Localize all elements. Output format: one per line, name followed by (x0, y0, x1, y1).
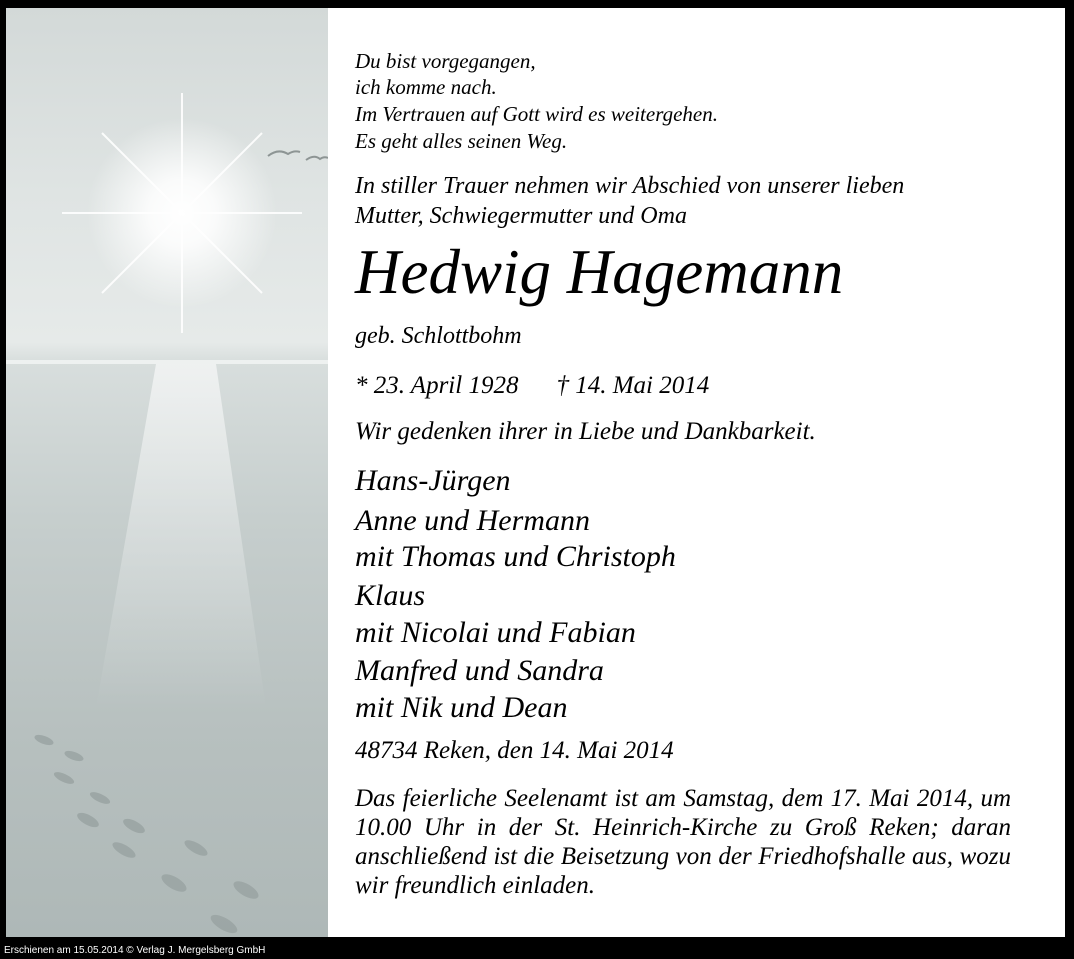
family-line-6: Manfred und Sandra (355, 654, 604, 687)
verse-line-1: Du bist vorgegangen, (355, 49, 536, 73)
place-date: 48734 Reken, den 14. Mai 2014 (355, 737, 674, 764)
intro-line-1: In stiller Trauer nehmen wir Abschied von unserer lieben (355, 173, 905, 199)
horizon-line (6, 360, 328, 364)
life-dates (355, 372, 709, 400)
sun-rays (62, 93, 302, 333)
family-line-5: mit Nicolai und Fabian (355, 616, 636, 649)
family-line-3: mit Thomas und Christoph (355, 540, 676, 573)
obituary-card (6, 8, 1065, 937)
family-line-1: Hans-Jürgen (355, 464, 511, 497)
sea-sunset-photo (6, 8, 328, 937)
verse-line-3: Im Vertrauen auf Gott wird es weitergehen. (355, 102, 718, 126)
family-line-4: Klaus (355, 579, 426, 612)
footprints (33, 733, 261, 937)
intro-line-2: Mutter, Schwiegermutter und Oma (355, 203, 687, 229)
death-date: † 14. Mai 2014 (556, 372, 710, 399)
birth-name: geb. Schlottbohm (355, 323, 522, 349)
verse-line-4: Es geht alles seinen Weg. (355, 129, 568, 153)
family-line-2: Anne und Hermann (355, 504, 590, 537)
memorial-line: Wir gedenken ihrer in Liebe und Dankbarkeit. (355, 418, 816, 445)
sea-photo-illustration (6, 8, 328, 937)
family-line-7: mit Nik und Dean (355, 691, 568, 724)
publication-footer: Erschienen am 15.05.2014 © Verlag J. Mergelsberg GmbH (4, 945, 266, 956)
verse-line-2: ich komme nach. (355, 75, 497, 99)
seagull-left (268, 151, 300, 156)
service-announcement: Das feierliche Seelenamt ist am Samstag, dem 17. Mai 2014, um 10.00 Uhr in der St. Heinrich-Kirche zu Groß Reken; daran anschließend ist die Beisetzung von der Friedhofshalle aus, wozu wir freundlich einladen. (355, 785, 1011, 899)
light-reflection (96, 364, 266, 708)
birth-date: * 23. April 1928 (355, 372, 519, 399)
seagull-right (306, 157, 328, 160)
deceased-name: Hedwig Hagemann (355, 237, 844, 307)
